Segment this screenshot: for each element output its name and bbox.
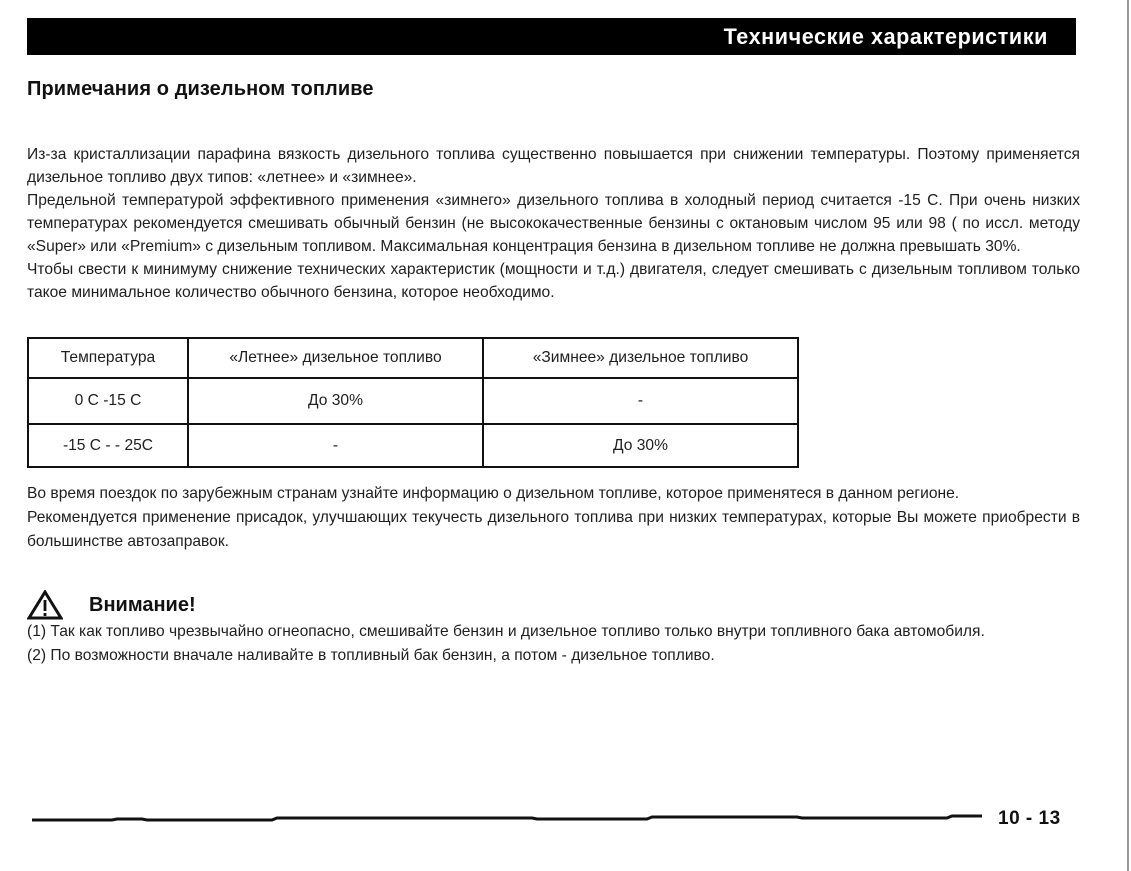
warning-text	[27, 620, 1080, 668]
table-header-row	[28, 338, 798, 378]
cell-winter-fuel: -	[483, 378, 798, 424]
chapter-header-bar	[27, 18, 1076, 55]
warning-header	[27, 590, 1080, 620]
cell-summer-fuel: До 30%	[188, 378, 483, 424]
cell-winter-fuel: До 30%	[483, 424, 798, 467]
intro-paragraph: Чтобы свести к минимуму снижение технических характеристик (мощности и т.д.) двигателя, следует смешивать с дизельным топливом только такое минимальное количество обычного бензина, которое необходимо.	[27, 261, 1080, 301]
warning-triangle-icon	[27, 590, 63, 620]
intro-paragraph: Предельной температурой эффективного применения «зимнего» дизельного топлива в холодный период считается -15 С. При очень низких температурах рекомендуется смешивать обычный бензин (не высококачественные бензины с октановым числом 95 или 98 ( по иссл. методу «Super» или «Premium» с дизельным топливом. Максимальная концентрация бензина в дизельном топливе не должна превышать 30%.	[27, 192, 1080, 255]
header-summer-fuel: «Летнее» дизельное топливо	[188, 338, 483, 378]
cell-temperature: -15 C - - 25C	[28, 424, 188, 467]
header-temperature: Температура	[28, 338, 188, 378]
fuel-mixing-table	[27, 337, 799, 468]
page-number: 10 - 13	[998, 808, 1061, 829]
warning-block	[27, 590, 1080, 668]
warning-item: (2) По возможности вначале наливайте в топливный бак бензин, а потом - дизельное топливо.	[27, 647, 715, 664]
intro-text	[27, 143, 1080, 304]
page-edge-border	[1127, 0, 1129, 871]
cell-summer-fuel: -	[188, 424, 483, 467]
header-winter-fuel: «Зимнее» дизельное топливо	[483, 338, 798, 378]
chapter-title: Технические характеристики	[723, 24, 1048, 49]
section-title: Примечания о дизельном топливе	[27, 78, 374, 100]
cell-temperature: 0 C -15 C	[28, 378, 188, 424]
footer-rule	[32, 814, 982, 822]
warning-item: (1) Так как топливо чрезвычайно огнеопасно, смешивайте бензин и дизельное топливо только внутри топливного бака автомобиля.	[27, 623, 985, 640]
intro-paragraph: Из-за кристаллизации парафина вязкость дизельного топлива существенно повышается при снижении температуры. Поэтому применяется дизельное топливо двух типов: «летнее» и «зимнее».	[27, 146, 1080, 186]
additives-paragraph: Рекомендуется применение присадок, улучшающих текучесть дизельного топлива при низких температурах, которые Вы можете приобрести в большинстве автозаправок.	[27, 509, 1080, 550]
table-row	[28, 378, 798, 424]
travel-notes-text	[27, 482, 1080, 554]
travel-paragraph: Во время поездок по зарубежным странам узнайте информацию о дизельном топливе, которое применятеся в данном регионе.	[27, 485, 960, 502]
warning-title: Внимание!	[89, 593, 196, 616]
table-row	[28, 424, 798, 467]
